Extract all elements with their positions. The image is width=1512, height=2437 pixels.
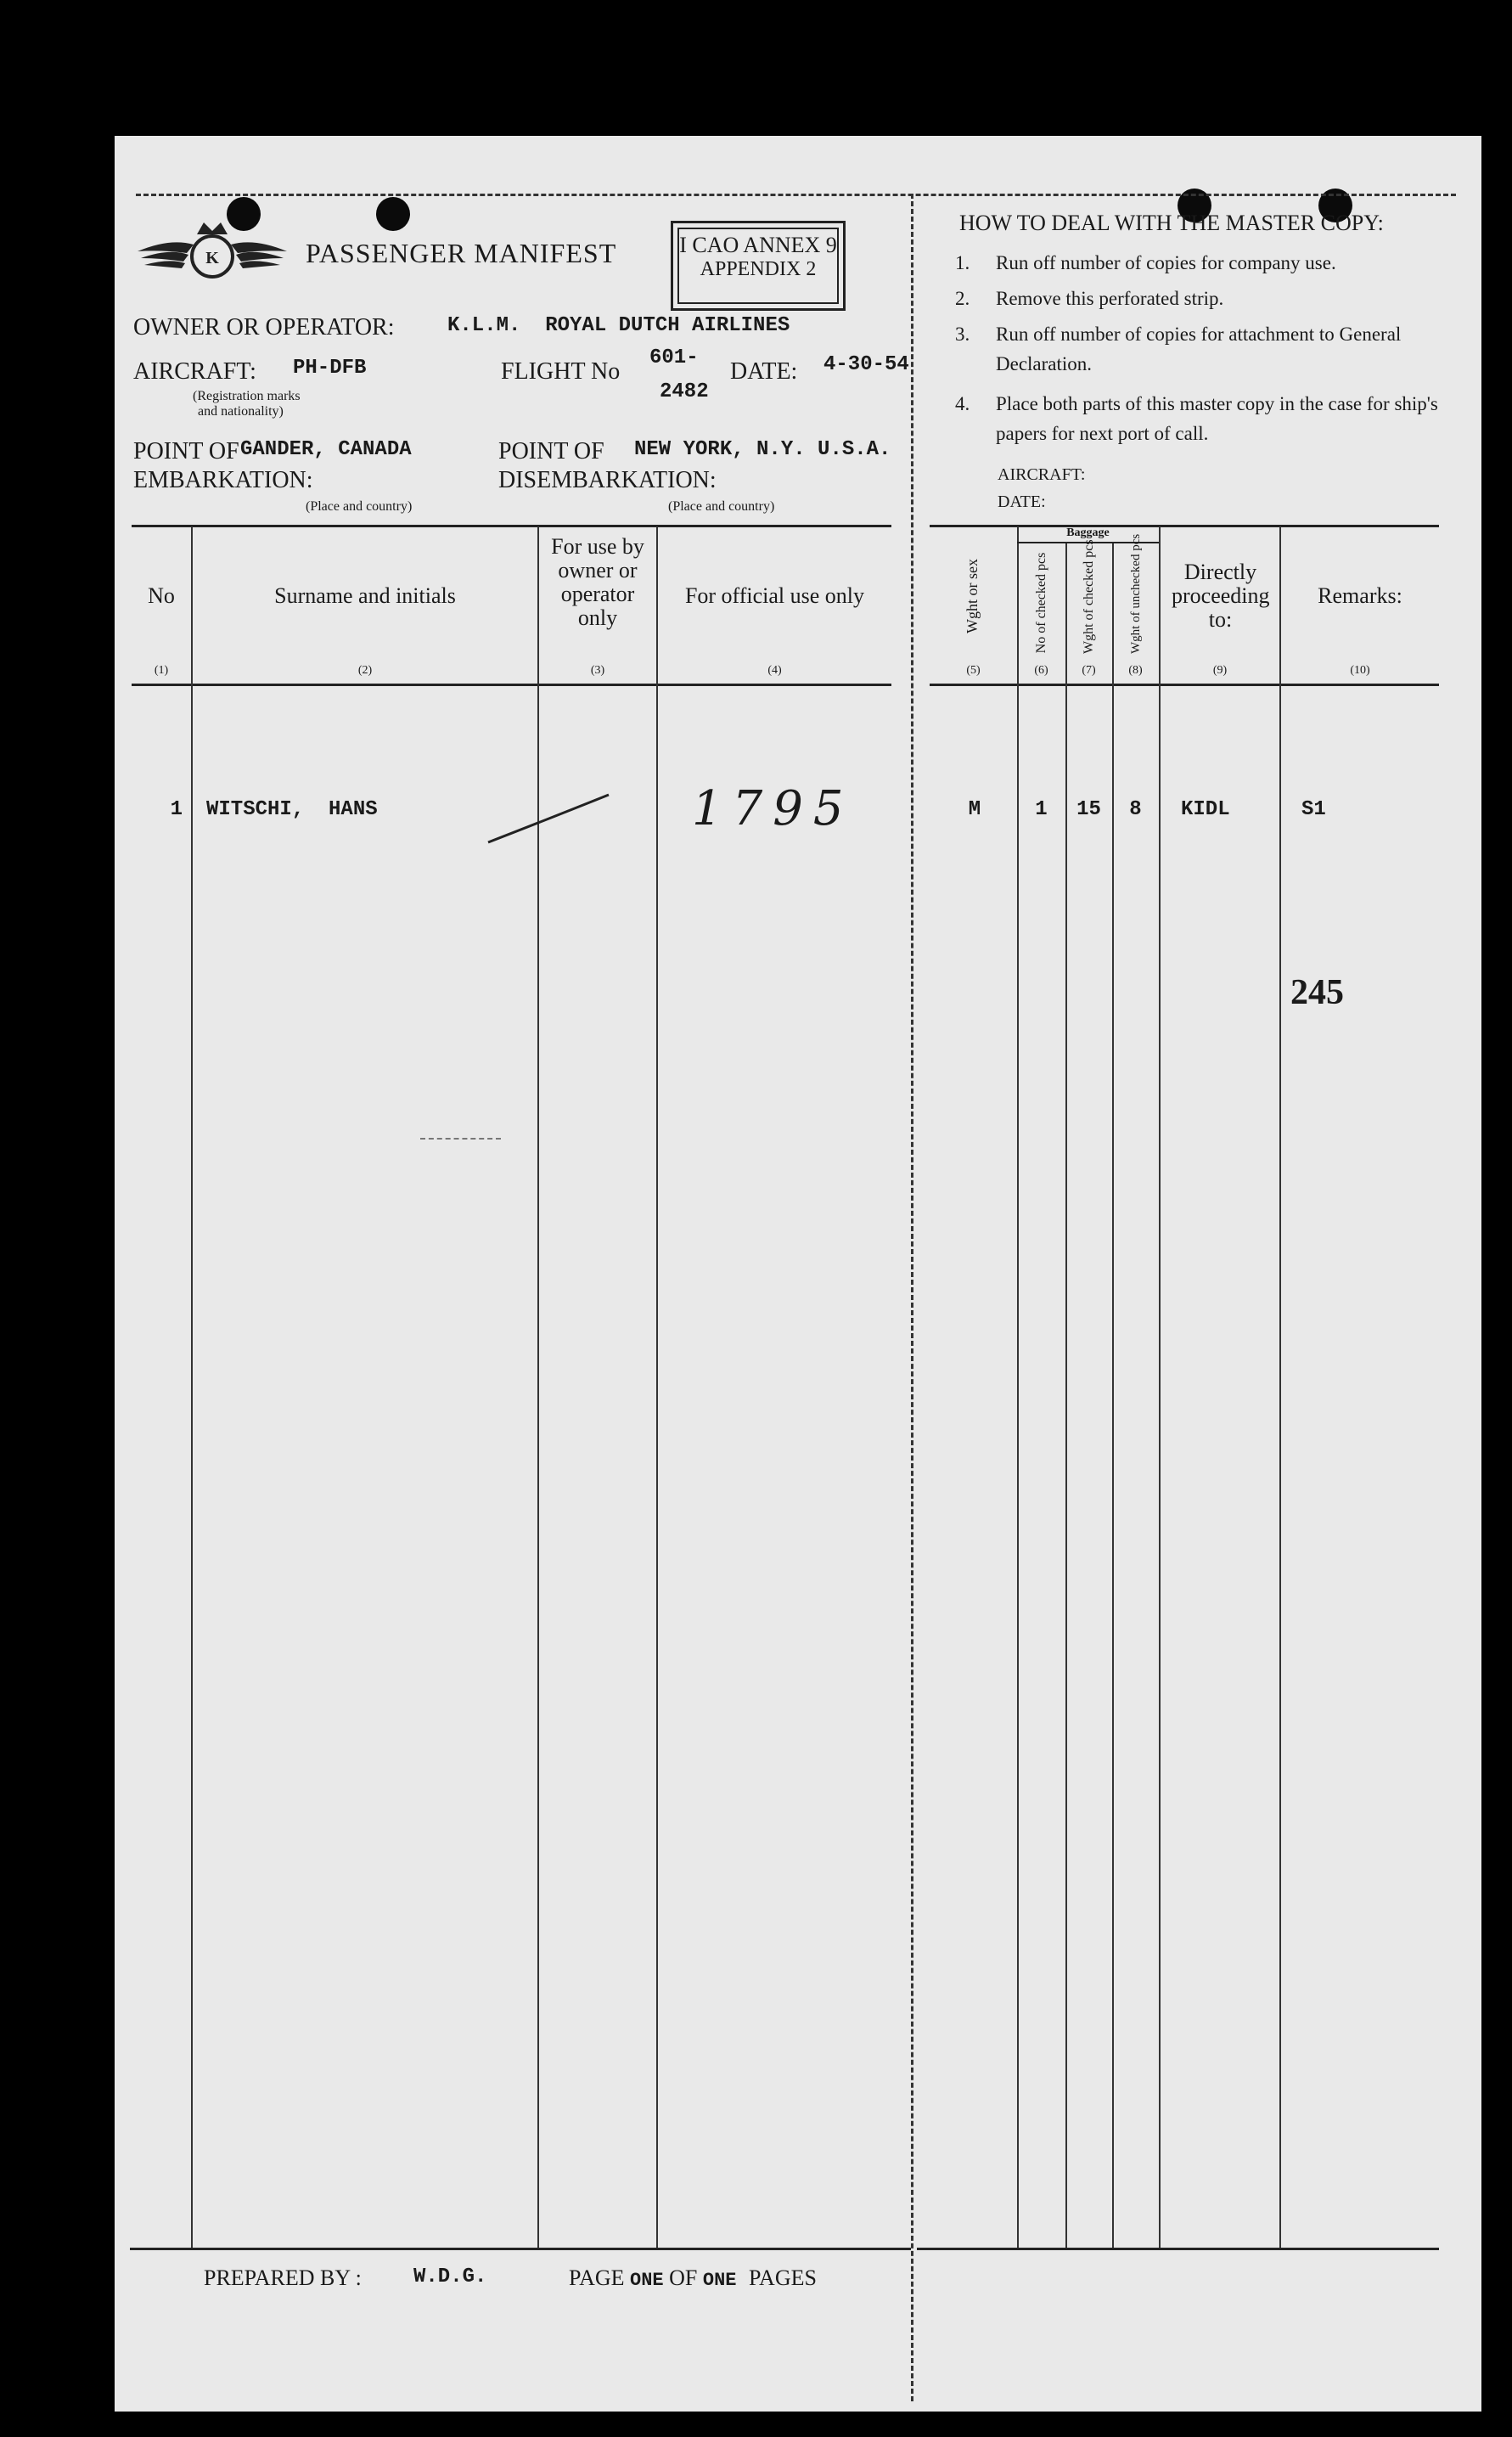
page-prefix: PAGE (569, 2265, 625, 2290)
aircraft-note-1: (Registration marks (193, 389, 301, 403)
col-header-weight-unchecked: Wght of unchecked pcs (1129, 533, 1143, 654)
dash-mark (481, 790, 617, 849)
row-directly: KIDL (1181, 798, 1230, 821)
col-num: (7) (1082, 664, 1096, 677)
table-bottom-rule (917, 2248, 1439, 2250)
instruction-item: 4. Place both parts of this master copy in the case for ship's papers for next port of call. (955, 393, 1438, 444)
column-divider (1017, 526, 1019, 2248)
stamp-number: 245 (1290, 973, 1344, 1012)
date-label: DATE: (730, 358, 798, 385)
icao-annex: I CAO ANNEX 9 (679, 233, 837, 257)
icao-box (671, 221, 846, 311)
prepared-value: W.D.G. (413, 2265, 487, 2288)
col-header-no: No (148, 583, 175, 608)
row-official: 1795 (692, 781, 854, 836)
embark-label-1: POINT OF (133, 438, 239, 464)
date-value: 4-30-54 (823, 353, 909, 376)
embark-note: (Place and country) (306, 499, 413, 514)
row-surname: WITSCHI, HANS (206, 798, 378, 821)
col-header-weight-checked: Wght of checked pcs (1082, 539, 1096, 654)
flight-value-2: 2482 (660, 380, 709, 403)
table-top-rule (132, 525, 891, 527)
column-divider (656, 526, 658, 2248)
aircraft-value: PH-DFB (293, 357, 367, 380)
col-num: (10) (1350, 664, 1370, 677)
instructions-list (955, 248, 1454, 448)
col-num: (4) (767, 664, 782, 677)
instruction-item: 3. Run off number of copies for attachment to General Declaration. (955, 324, 1402, 374)
col-num: (8) (1128, 664, 1143, 677)
instructions-aircraft-label: AIRCRAFT: (998, 465, 1086, 484)
disembark-label-1: POINT OF (498, 438, 604, 464)
disembark-value: NEW YORK, N.Y. U.S.A. (634, 438, 891, 461)
column-divider (191, 526, 193, 2248)
instruction-item: 1. Run off number of copies for company use. (955, 252, 1336, 273)
column-divider (1159, 526, 1161, 2248)
row-remarks: S1 (1301, 798, 1326, 821)
instructions-title: HOW TO DEAL WITH THE MASTER COPY: (959, 211, 1384, 235)
disembark-note: (Place and country) (668, 499, 775, 514)
instructions-date-label: DATE: (998, 492, 1046, 511)
column-divider (537, 526, 539, 2248)
row-checked-pcs: 1 (1035, 798, 1048, 821)
flight-label: FLIGHT No (501, 358, 621, 385)
row-weight-sex: M (968, 798, 981, 821)
owner-label: OWNER OR OPERATOR: (133, 314, 395, 341)
table-top-rule (930, 525, 1439, 527)
table-header-rule (930, 684, 1439, 686)
col-header-directly: Directly proceeding to: (1172, 560, 1270, 632)
prepared-label: PREPARED BY : (204, 2265, 362, 2290)
col-num: (5) (966, 664, 981, 677)
manifest-page (115, 136, 1481, 2412)
col-header-surname: Surname and initials (274, 583, 456, 608)
aircraft-note-2: and nationality) (198, 404, 284, 419)
instruction-item: 2. Remove this perforated strip. (955, 288, 1224, 309)
row-no: 1 (170, 798, 183, 821)
page-suffix: PAGES (748, 2265, 817, 2290)
flight-value-1: 601- (649, 346, 699, 369)
col-header-remarks: Remarks: (1318, 583, 1402, 608)
page-number: ONE (630, 2270, 664, 2291)
klm-crown-logo-icon (136, 219, 289, 287)
embark-value: GANDER, CANADA (240, 438, 412, 461)
embark-label-2: EMBARKATION: (133, 467, 313, 493)
row-weight-checked: 15 (1076, 798, 1101, 821)
faint-mark (420, 1138, 501, 1140)
col-num: (3) (590, 664, 605, 677)
column-divider (1279, 526, 1281, 2248)
col-header-official: For official use only (684, 583, 865, 608)
col-num: (6) (1034, 664, 1048, 677)
perforation-top (136, 194, 1456, 196)
punch-hole (376, 197, 410, 231)
col-num: (1) (154, 664, 169, 677)
owner-value: K.L.M. ROYAL DUTCH AIRLINES (447, 314, 790, 337)
row-weight-unchecked: 8 (1129, 798, 1142, 821)
col-num: (9) (1212, 664, 1228, 677)
svg-text:K: K (205, 249, 219, 267)
perforation-strip (911, 194, 913, 2401)
table-bottom-rule (130, 2248, 911, 2250)
icao-appendix: APPENDIX 2 (700, 258, 817, 280)
disembark-label-2: DISEMBARKATION: (498, 467, 717, 493)
col-header-baggage: Baggage (1066, 526, 1110, 539)
page-total: ONE (702, 2270, 737, 2291)
col-header-weight-sex: Wght or sex (964, 559, 981, 633)
page-title: PASSENGER MANIFEST (306, 238, 617, 268)
page-count (569, 2265, 817, 2291)
col-num: (2) (357, 664, 373, 677)
col-header-owner-use: For use by owner or operator only (551, 534, 644, 630)
table-header-rule (132, 684, 891, 686)
page-of: OF (669, 2265, 698, 2290)
col-header-checked-pcs: No of checked pcs (1034, 552, 1048, 654)
aircraft-label: AIRCRAFT: (133, 358, 256, 385)
